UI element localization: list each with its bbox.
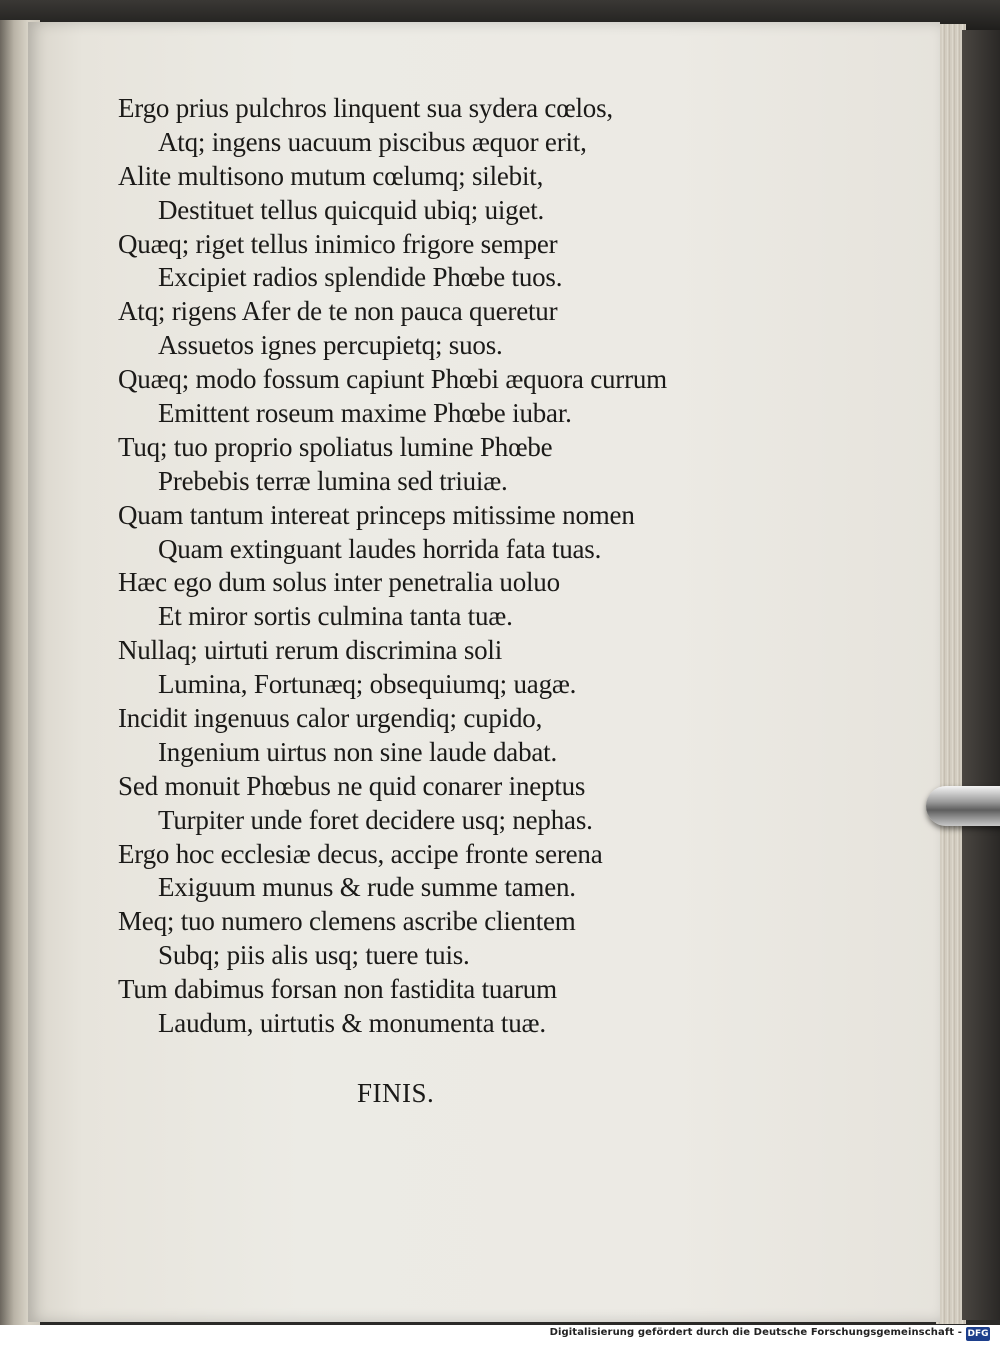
poem-line: Destituet tellus quicquid ubiq; uiget. [158, 194, 545, 225]
poem-line: Incidit ingenuus calor urgendiq; cupido, [118, 703, 543, 734]
metal-page-clip [926, 786, 1000, 826]
poem-text [118, 92, 758, 1041]
poem-line: Nullaq; uirtuti rerum discrimina soli [118, 635, 503, 666]
dfg-logo: DFG [967, 1329, 989, 1339]
poem-line: Turpiter unde foret decidere usq; nephas. [158, 804, 593, 835]
poem-line: Meq; tuo numero clemens ascribe clientem [118, 906, 576, 937]
poem-line: Ingenium uirtus non sine laude dabat. [158, 736, 558, 767]
poem-line: Excipiet radios splendide Phœbe tuos. [158, 262, 563, 293]
finis-label: FINIS. [357, 1078, 435, 1108]
poem-line: Prebebis terræ lumina sed triuiæ. [158, 465, 508, 496]
show-through-mark [770, 108, 920, 136]
poem-line: Atq; rigens Afer de te non pauca queretur [118, 296, 558, 327]
poem-line: Tum dabimus forsan non fastidita tuarum [118, 974, 557, 1005]
poem-line: Quam tantum intereat princeps mitissime nomen [118, 499, 635, 530]
poem-line: Atq; ingens uacuum piscibus æquor erit, [158, 126, 587, 157]
poem-line: Alite multisono mutum cœlumq; silebit, [118, 160, 544, 191]
poem-line: Hæc ego dum solus inter penetralia uoluo [118, 567, 560, 598]
poem-line: Assuetos ignes percupietq; suos. [158, 330, 503, 361]
poem-line: Emittent roseum maxime Phœbe iubar. [158, 398, 572, 429]
poem-line: Quæq; riget tellus inimico frigore semper [118, 228, 558, 259]
poem-line: Subq; piis alis usq; tuere tuis. [158, 940, 470, 971]
poem-line: Exiguum munus & rude summe tamen. [158, 872, 576, 903]
poem-line: Ergo prius pulchros linquent sua sydera cœlos, [118, 93, 613, 123]
poem-line: Quam extinguant laudes horrida fata tuas. [158, 533, 602, 564]
poem-line: Lumina, Fortunæq; obsequiumq; uagæ. [158, 669, 577, 700]
poem-line: Laudum, uirtutis & monumenta tuæ. [158, 1008, 546, 1039]
poem-line: Et miror sortis culmina tanta tuæ. [158, 601, 513, 632]
book-cover-edge [962, 30, 1000, 1320]
poem-line: Sed monuit Phœbus ne quid conarer ineptus [118, 770, 586, 801]
footer-credit: Digitalisierung gefördert durch die Deutsche Forschungsgemeinschaft - [549, 1327, 962, 1338]
poem-line: Tuq; tuo proprio spoliatus lumine Phœbe [118, 431, 553, 462]
poem-line: Ergo hoc ecclesiæ decus, accipe fronte serena [118, 838, 603, 869]
poem-line: Quæq; modo fossum capiunt Phœbi æquora currum [118, 364, 667, 395]
